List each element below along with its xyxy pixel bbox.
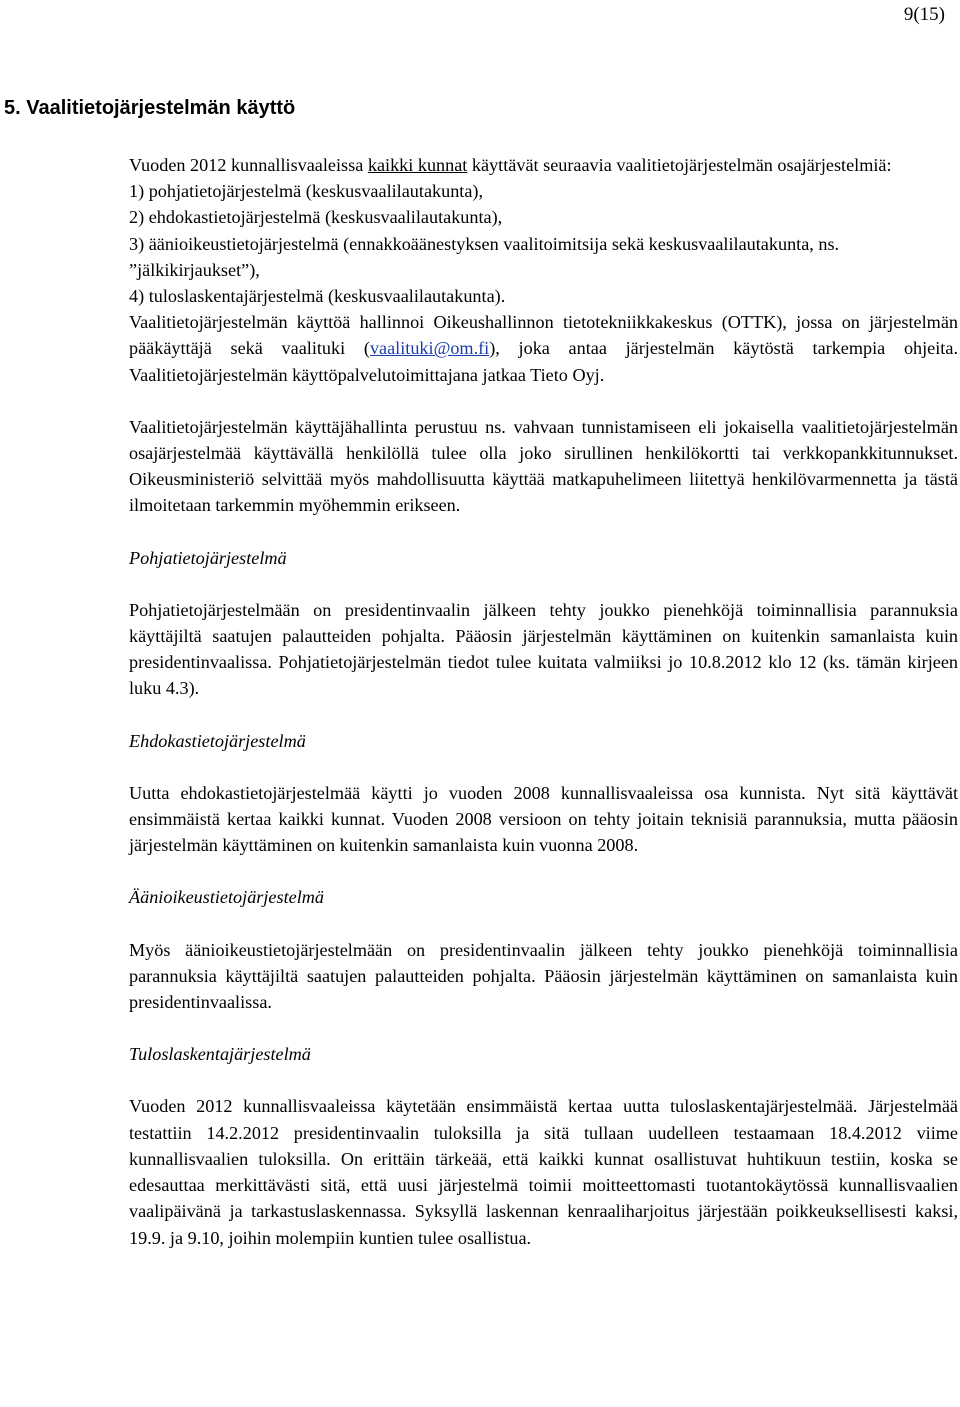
section-heading-tuloslaskenta: Tuloslaskentajärjestelmä <box>129 1044 311 1065</box>
admin-paragraph <box>129 309 958 388</box>
user-management-paragraph: Vaalitietojärjestelmän käyttäjähallinta perustuu ns. vahvaan tunnistamiseen eli jokaisella vaalitietojärjestelmän osajärjestelmää käyttävällä henkilöllä tulee olla joko sirullinen henkilökortti tai verkkopankkitunnukset. Oikeusministeriö selvittää myös mahdollisuutta käyttää matkapuhelimeen liitettyä henkilövarmennetta ja tästä ilmoitetaan tarkemmin myöhemmin erikseen. <box>129 416 958 516</box>
intro-text-pre: Vuoden 2012 kunnallisvaaleissa <box>129 155 368 175</box>
list-item: 2) ehdokastietojärjestelmä (keskusvaalilautakunta), <box>129 207 503 228</box>
intro-text-post: käyttävät seuraavia vaalitietojärjestelmän osajärjestelmiä: <box>467 155 892 175</box>
page-number: 9(15) <box>903 4 945 25</box>
list-item: 1) pohjatietojärjestelmä (keskusvaalilautakunta), <box>129 181 484 202</box>
section-body-pohjatieto: Pohjatietojärjestelmään on presidentinvaalin jälkeen tehty joukko pienehköjä toiminnallisia parannuksia käyttäjiltä saatujen palautteiden pohjalta. Pääosin järjestelmän käyttäminen on kuitenkin samanlaista kuin presidentinvaalissa. Pohjatietojärjestelmän tiedot tulee kuitata valmiiksi jo 10.8.2012 klo 12 (ks. tämän kirjeen luku 4.3). <box>129 599 958 699</box>
section-title: 5. Vaalitietojärjestelmän käyttö <box>4 97 296 119</box>
section-heading-ehdokastieto: Ehdokastietojärjestelmä <box>129 730 306 751</box>
section-body-ehdokastieto: Uutta ehdokastietojärjestelmää käytti jo vuoden 2008 kunnallisvaaleissa osa kunnista. Nyt sitä käyttävät ensimmäistä kertaa kaikki kunnat. Vuoden 2008 versioon on tehty joitain teknisiä parannuksia, mutta pääosin järjestelmän käyttäminen on kuitenkin samanlaista kuin vuonna 2008. <box>129 782 958 856</box>
document-body <box>129 152 958 1251</box>
admin-text-pre: Vaalitietojärjestelmän käyttöä hallinnoi Oikeushallinnon tietotekniikkakeskus (OTTK), jossa on järjestelmän pääkäyttäjä sekä vaalituki ( <box>129 312 958 359</box>
section-body-tuloslaskenta: Vuoden 2012 kunnallisvaaleissa käytetään ensimmäistä kertaa uutta tuloslaskentajärjestelmää. Järjestelmää testattiin 14.2.2012 presidentinvaalin tuloksilla ja sitä tullaan uudelleen testaamaan 18.4.2012 viime kunnallisvaalien tuloksilla. On erittäin tärkeää, että kaikki kunnat osallistuvat huhtikuun testiin, koska se edesauttaa merkittävästi sitä, että uusi järjestelmä toimii moitteettomasti tuotantokäytössä kunnallisvaalien vaalipäivänä ja tarkastuslaskennassa. Syksyllä laskennan kenraaliharjoitus järjestään poikkeuksellisesti kaksi, 19.9. ja 9.10, joihin molempiin kuntien tulee osallistua. <box>129 1096 958 1248</box>
section-body-aanioikeustieto: Myös äänioikeustietojärjestelmään on presidentinvaalin jälkeen tehty joukko pienehköjä toiminnallisia parannuksia käyttäjiltä saatujen palautteiden pohjalta. Pääosin järjestelmän käyttäminen on samanlaista kuin presidentinvaalissa. <box>129 939 958 1013</box>
list-item: 4) tuloslaskentajärjestelmä (keskusvaalilautakunta). <box>129 286 506 307</box>
section-heading-aanioikeustieto: Äänioikeustietojärjestelmä <box>129 887 324 908</box>
list-item: 3) äänioikeustietojärjestelmä (ennakkoäänestyksen vaalitoimitsija sekä keskusvaalilautakunta, ns. ”jälkikirjaukset”), <box>129 233 840 280</box>
intro-underlined-text: kaikki kunnat <box>367 155 468 175</box>
intro-line <box>129 152 958 178</box>
subsystem-list <box>129 178 958 309</box>
section-heading-pohjatieto: Pohjatietojärjestelmä <box>129 547 287 568</box>
support-email-link[interactable]: vaalituki@om.fi <box>369 338 490 359</box>
admin-text-post: ), joka antaa järjestelmän käytöstä tarkempia ohjeita. Vaalitietojärjestelmän käyttöpalvelutoimittajana jatkaa Tieto Oyj. <box>129 338 958 385</box>
